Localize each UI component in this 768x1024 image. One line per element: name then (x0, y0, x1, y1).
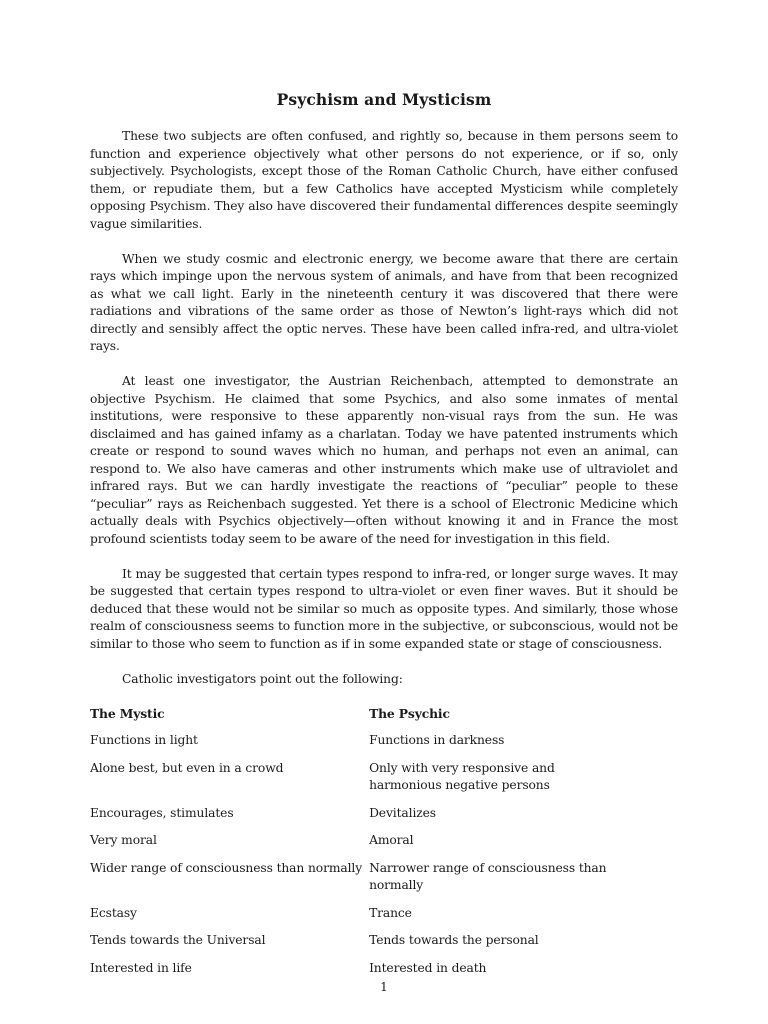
table-row (90, 732, 678, 760)
psychic-cell: Functions in darkness (369, 733, 505, 747)
table-row (90, 832, 678, 860)
mystic-cell: Functions in light (90, 733, 198, 747)
paragraph: At least one investigator, the Austrian Reichenbach, attempted to demonstrate an objective Psychism. He claimed that some Psychics, and also some inmates of mental institutions, were responsive to these apparently non-visual rays from the sun. He was disclaimed and has gained infamy as a charlatan. Today we have patented instruments which create or respond to sound waves which no human, and perhaps not even an animal, can respond to. We also have cameras and other instruments which make use of ultraviolet and infrared rays. But we can hardly investigate the reactions of “peculiar” people to these “peculiar” rays as Reichenbach suggested. Yet there is a school of Electronic Medicine which actually deals with Psychics objectively—often without knowing it and in France the most profound scientists today seem to be aware of the need for investigation in this field. (90, 374, 678, 546)
paragraph: It may be suggested that certain types respond to infra-red, or longer surge waves. It may be suggested that certain types respond to ultra-violet or even finer waves. But it should be deduced that these would not be similar so much as opposite types. And similarly, those whose realm of consciousness seems to function more in the subjective, or subconscious, would not be similar to those who seem to function as if in some expanded state or stage of consciousness. (90, 566, 678, 651)
psychic-cell: Devitalizes (369, 805, 436, 820)
psychic-cell: Interested in death (369, 960, 487, 975)
psychic-cell: Narrower range of consciousness than normally (369, 860, 607, 892)
table-row (90, 805, 678, 833)
table-row (90, 905, 678, 933)
mystic-cell: Interested in life (90, 960, 192, 975)
psychic-cell: Amoral (369, 833, 414, 847)
column-header-psychic: The Psychic (369, 706, 450, 721)
mystic-cell: Very moral (90, 833, 157, 847)
mystic-cell: Ecstasy (90, 905, 137, 920)
mystic-cell: Alone best, but even in a crowd (90, 760, 284, 775)
psychic-cell: Only with very responsive and harmonious negative persons (369, 760, 555, 792)
column-header-mystic: The Mystic (90, 706, 165, 721)
psychic-cell: Tends towards the personal (369, 933, 539, 947)
mystic-cell: Tends towards the Universal (90, 933, 266, 947)
paragraph: These two subjects are often confused, and rightly so, because in them persons seem to function and experience objectively what other persons do not experience, or if so, only subjectively. Psychologists, except those of the Roman Catholic Church, have either confused them, or repudiate them, but a few Catholics have accepted Mysticism while completely opposing Psychism. They also have discovered their fundamental differences despite seemingly vague similarities. (90, 129, 678, 231)
table-header-row (90, 705, 678, 732)
body-text (90, 128, 678, 987)
psychic-cell: Trance (369, 905, 412, 920)
page-title: Psychism and Mysticism (276, 90, 492, 109)
table-row (90, 760, 678, 805)
table-row (90, 860, 678, 905)
page-number: 1 (380, 980, 388, 994)
table-row (90, 932, 678, 960)
comparison-intro: Catholic investigators point out the following: (122, 671, 403, 686)
paragraph: When we study cosmic and electronic energy, we become aware that there are certain rays which impinge upon the nervous system of animals, and have from that been recognized as what we call light. Early in the nineteenth century it was discovered that there were radiations and vibrations of the same order as those of Newton’s light-rays which did not directly and sensibly affect the optic nerves. These have been called infra-red, and ultra-violet rays. (90, 251, 678, 353)
mystic-cell: Wider range of consciousness than normally (90, 860, 363, 875)
comparison-table (90, 705, 678, 987)
mystic-cell: Encourages, stimulates (90, 805, 234, 820)
